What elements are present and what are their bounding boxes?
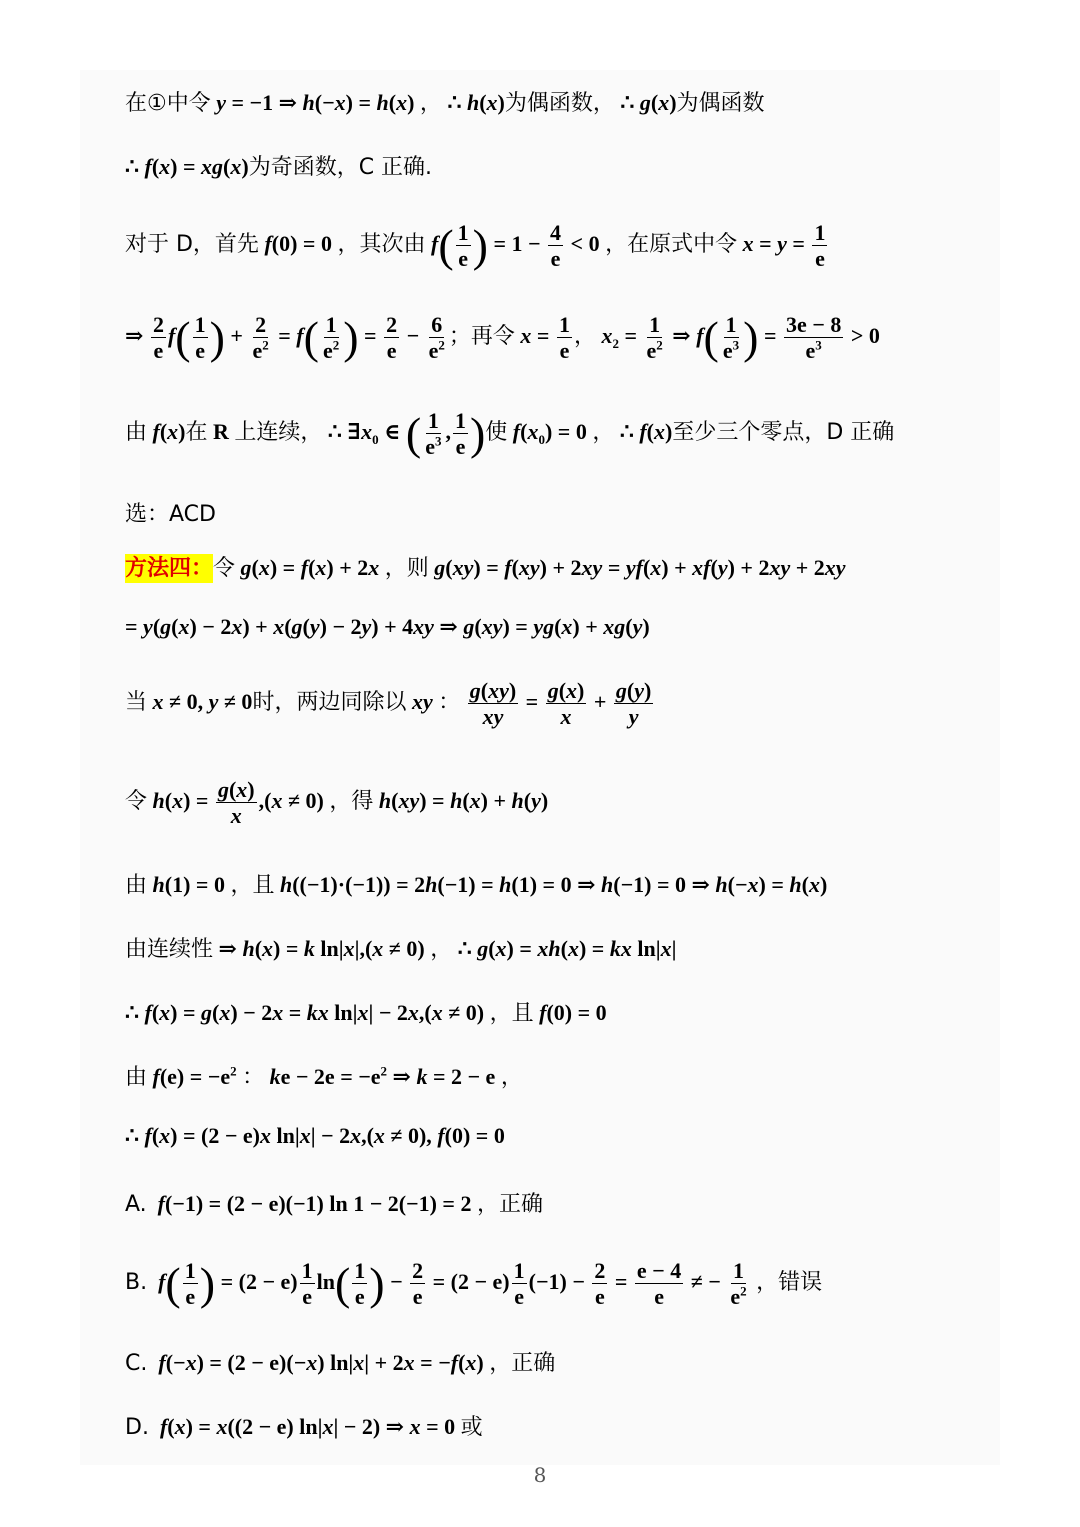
line-1: 在①中令 y = −1 ⇒ h(−x) = h(x) ， ∴ h(x)为偶函数， ∴ g(x)为偶函数 — [125, 90, 765, 116]
option-d: D. f(x) = x((2 − e) ln|x| − 2) ⇒ x = 0 或 — [125, 1414, 483, 1440]
answer-line: 选：ACD — [125, 502, 216, 527]
line-5: 由 f(x)在 R 上连续， ∴ $\exists x_0$ ∈ ( $\frac{1}{e^3}$ , $\frac{1}{e}$ )使 $f(x_0) = 0$ ， ∴ f(x)至少三个零点，D 正确 — [125, 407, 895, 460]
line-13: ∴ f(x) = g(x) − 2x = kx ln|x| − 2x,(x ≠ 0) ，且 f(0) = 0 — [125, 1000, 607, 1026]
line-10: 令 h(x) = $\frac{g(x)}{x}$ ,(x ≠ 0) ，得 h(xy) = h(x) + h(y) — [125, 777, 549, 829]
option-b: B. f( $\frac{1}{e}$ ) = (2 − e) $\frac{1}{e}$ ln( $\frac{1}{e}$ ) − $\frac{2}{e}$ = (2 − e) $\frac{1}{e}$ (−1) − $\frac{2}{e}$ = $\frac{e - 4}{e}$ ≠ − $\frac{1}{e^2}$ ，错误 — [125, 1257, 823, 1310]
line-14: 由 $f(e) = -e^2$ ： ke − $2e = -e^2$ ⇒ k = 2 − e ， — [125, 1063, 523, 1090]
line-2: ∴ f(x) = xg(x)为奇函数，C 正确. — [125, 154, 433, 180]
line-12: 由连续性 ⇒ h(x) = k ln|x|,(x ≠ 0) ， ∴ g(x) = xh(x) = kx ln|x| — [125, 936, 677, 962]
line-3: 对于 D，首先 f(0) = 0 ，其次由 f( $\frac{1}{e}$ ) = 1 − $\frac{4}{e}$ < 0 ，在原式中令 x = y = $\frac{1}{e}$ — [125, 219, 826, 272]
line-8: = y(g(x) − 2x) + x(g(y) − 2y) + 4xy ⇒ g(xy) = yg(x) + xg(y) — [125, 614, 650, 639]
line-11: 由 h(1) = 0 ，且 h((−1)·(−1)) = 2h(−1) = h(1) = 0 ⇒ h(−1) = 0 ⇒ h(−x) = h(x) — [125, 872, 828, 898]
line-15: ∴ f(x) = (2 − e)x ln|x| − 2x,(x ≠ 0), f(0) = 0 — [125, 1123, 505, 1148]
page-sheet — [80, 70, 1000, 1465]
line-4: ⇒ $\frac{2}{e}$ f( $\frac{1}{e}$ ) + $\frac{2}{e^2}$ = f( $\frac{1}{e^2}$ ) = $\frac{2}{e}$ − $\frac{6}{e^2}$ ；再令 x = $\frac{1}{e}$ ， $x_2$ = $\frac{1}{e^2}$ ⇒ f( $\frac{1}{e^3}$ ) = $\frac{3e - 8}{e^3}$ > 0 — [125, 311, 880, 364]
option-c: C. f(−x) = (2 − e)(−x) ln|x| + 2x = −f(x) ，正确 — [125, 1350, 556, 1376]
line-9: 当 x ≠ 0, y ≠ 0时，两边同除以 xy ： $\frac{g(xy)}{xy}$ = $\frac{g(x)}{x}$ + $\frac{g(y)}{y}$ — [125, 678, 652, 730]
method4-label: 方法四： — [125, 556, 214, 581]
page-number: 8 — [533, 1463, 547, 1487]
option-a: A. f(−1) = (2 − e)(−1) ln 1 − 2(−1) = 2 ，正确 — [125, 1191, 543, 1217]
line-7: 方法四：令 g(x) = f(x) + 2x ，则 g(xy) = f(xy) + 2xy = yf(x) + xf(y) + 2xy + 2xy — [125, 555, 846, 581]
